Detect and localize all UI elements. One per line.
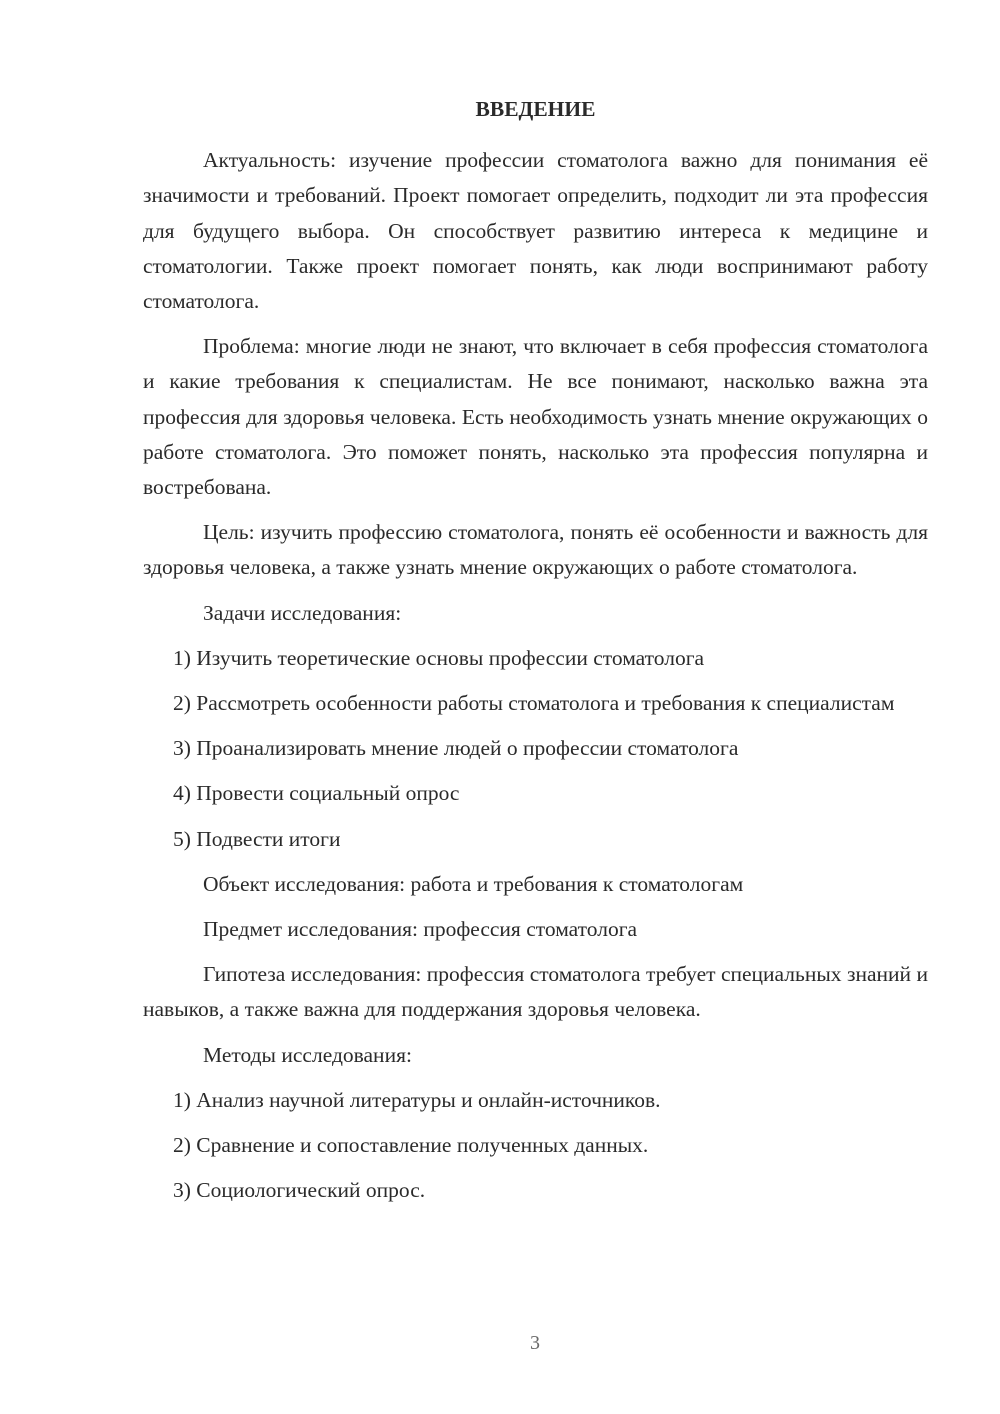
section-heading: ВВЕДЕНИЕ [475,97,596,121]
goal-paragraph: Цель: изучить профессию стоматолога, понять её особенности и важность для здоровья человека, а также узнать мнение окружающих о работе стоматолога. [143,520,928,580]
relevance-paragraph: Актуальность: изучение профессии стоматолога важно для понимания её значимости и требований. Проект помогает определить, подходит ли эта профессия для будущего выбора. Он способствует развитию интереса к медицине и стоматологии. Также проект помогает понять, как люди воспринимают работу стоматолога. [143,148,928,314]
task-item-5: 5) Подвести итоги [173,826,341,851]
research-subject: Предмет исследования: профессия стоматолога [203,917,638,942]
task-item-4: 4) Провести социальный опрос [173,781,460,806]
task-item-2: 2) Рассмотреть особенности работы стоматолога и требования к специалистам [173,691,895,716]
hypothesis-paragraph: Гипотеза исследования: профессия стоматолога требует специальных знаний и навыков, а также важна для поддержания здоровья человека. [143,962,928,1022]
method-item-2: 2) Сравнение и сопоставление полученных данных. [173,1133,649,1158]
task-item-3: 3) Проанализировать мнение людей о профессии стоматолога [173,736,739,761]
method-item-1: 1) Анализ научной литературы и онлайн-источников. [173,1087,661,1112]
methods-title: Методы исследования: [203,1042,412,1067]
research-object: Объект исследования: работа и требования к стоматологам [203,871,744,896]
page-number: 3 [530,1332,540,1354]
task-item-1: 1) Изучить теоретические основы профессии стоматолога [173,645,705,670]
problem-paragraph: Проблема: многие люди не знают, что включает в себя профессия стоматолога и какие требования к специалистам. Не все понимают, насколько важна эта профессия для здоровья человека. Есть необходимость узнать мнение окружающих о работе стоматолога. Это поможет понять, насколько эта профессия популярна и востребована. [143,334,928,500]
method-item-3: 3) Социологический опрос. [173,1178,426,1203]
tasks-title: Задачи исследования: [203,600,402,625]
page-content [143,92,928,1218]
